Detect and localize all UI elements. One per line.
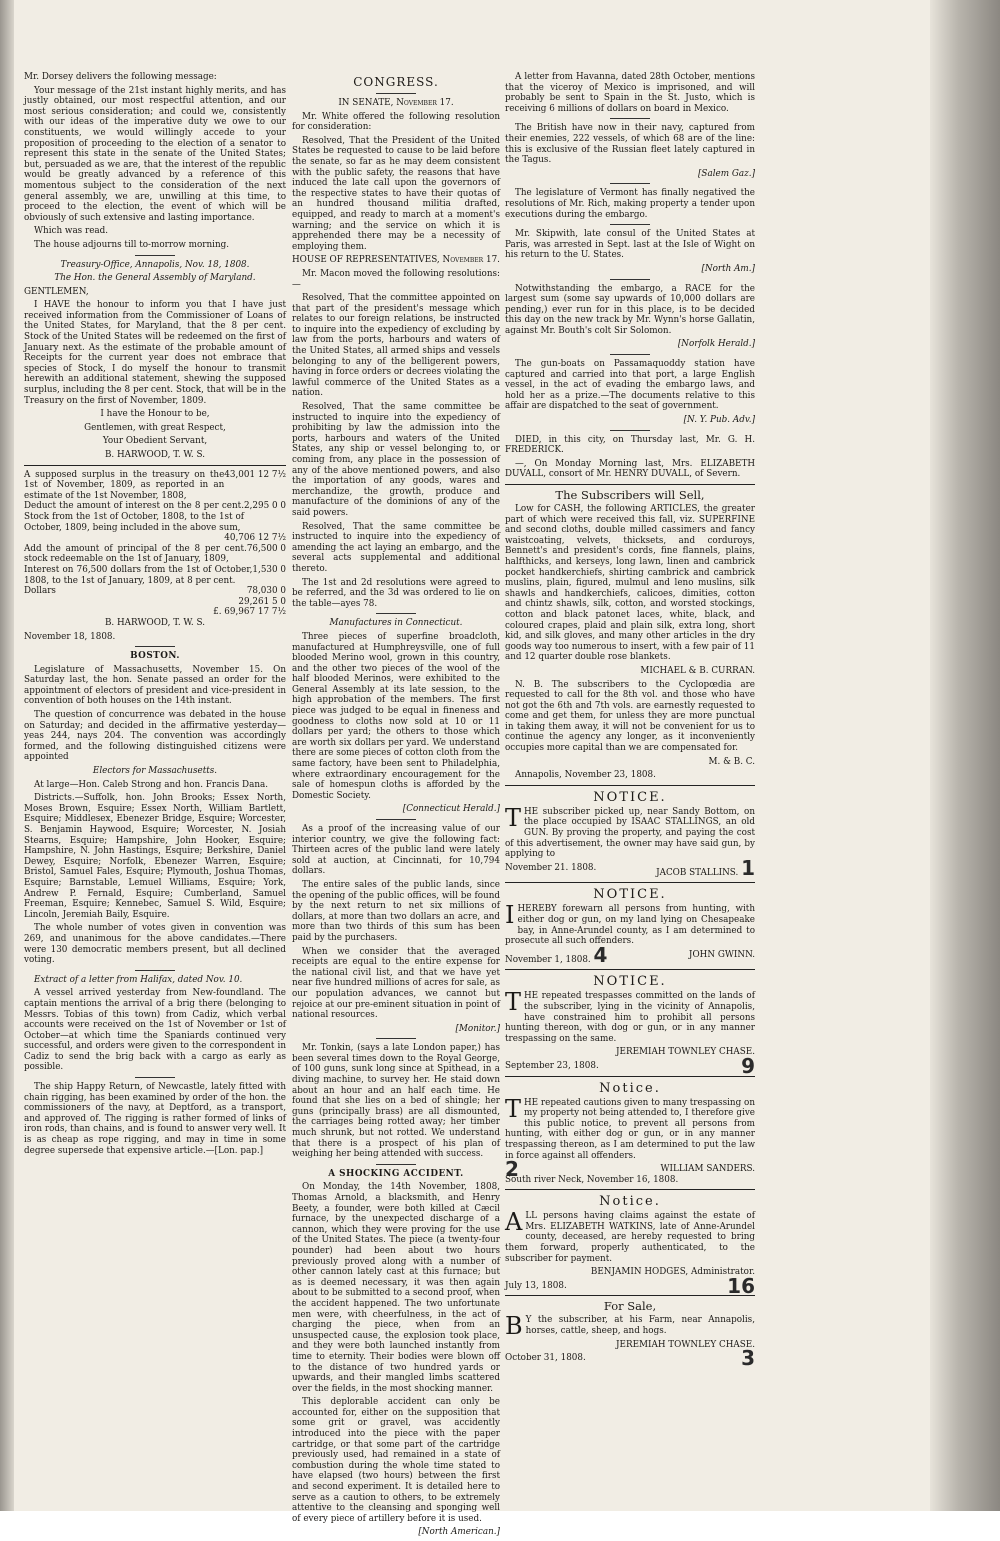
handwritten-mark: 2	[505, 1157, 519, 1182]
race-source: [Norfolk Herald.]	[677, 339, 755, 350]
subscribers-initials: M. & B. C.	[708, 756, 755, 767]
dollars-line: Dollars 78,030 0	[24, 586, 286, 597]
for-sale-signature: JEREMIAH TOWNLEY CHASE.	[616, 1339, 755, 1350]
divider	[376, 93, 416, 94]
house-para-5: The 1st and 2d resolutions were agreed to be referred, and the 3d was ordered to lie on the table—ayes 78.	[292, 577, 500, 609]
manufactures-source: [Connecticut Herald.]	[402, 804, 500, 815]
divider	[610, 183, 650, 184]
notice-1-body: THE subscriber picked up, near Sandy Bottom, on the place occupied by ISAAC STALLINGS, an old GUN. By proving the property, and paying the cost of this advertisement, the owner may have said gun, by applying to	[505, 803, 755, 860]
house-para-4: Resolved, That the same committee be instructed to inquire into the expediency of amending the act laying an embargo, and the several acts supplemental and additional thereto.	[292, 521, 500, 574]
for-sale-footer: October 31, 1808. 3	[505, 1346, 755, 1371]
divider	[610, 118, 650, 119]
treasury-signature: B. HARWOOD, T. W. S.	[104, 450, 206, 460]
senate-heading: IN SENATE, November 17.	[338, 98, 454, 108]
treasury-body: I HAVE the honour to inform you that I have just received information from the Commissioner of Loans of the United States, for Maryland, that the 8 per cent. Stock of the United States will be redeemed on the first of January next. As the estimate of the probable amount of Receipts for the current year does not embrace that species of Stock, I do myself the honour to transmit herewith an additional statement, shewing the supposed surplus, including the 8 per cent. Stock, that will be in the Treasury on the first of November, 1809.	[24, 300, 286, 406]
surplus-line: A supposed surplus in the treasury on the 1st of November, 1809, as reported in an estimate of the 1st November, 1808, 43,001 12 7½	[24, 469, 286, 501]
message-read: Which was read.	[34, 226, 109, 237]
subscribers-body: Low for CASH, the following ARTICLES, the greater part of which were received this fall, viz. SUPERFINE and second cloths, double milled cassimers and fancy waistcoating, velvets, thicksets, and corduroys, Bennett's and president's cords, fine flannels, plains, halfthicks, and kerseys, long lawn, linen and cambrick pocket handkerchiefs, shirting cambrick and cambrick muslins, plain, figured, mulmul and leno muslins, silk shawls and handkerchiefs, calicoes, dimities, cotton and chintz shawls, silk, cotton, and worsted stockings, cotton and black patonet laces, white, black, and coloured crapes, plaid and plain silk, extra long, short kid, and silk gloves, and many other articles in the dry goods way too numerous to insert, with a few pair of 11 and 12 quarter double rose blankets.	[505, 504, 755, 663]
manufactures-heading: Manufactures in Connecticut.	[329, 618, 463, 629]
accident-source: [North American.]	[418, 1527, 500, 1538]
divider	[376, 613, 416, 614]
divider	[376, 1164, 416, 1165]
gunboats-para: The gun-boats on Passamaquoddy station have captured and carried into that port, a large English vessel, in the act of evading the embargo laws, and hold her as a prize.—The documents relative to this affair are dispatched to the seat of government.	[505, 359, 755, 412]
british-para: The British have now in their navy, captured from their enemies, 222 vessels, of which 68 are of the line: this is exclusive of the Russian fleet lately captured in the Tagus.	[505, 123, 755, 166]
electors-districts: Districts.—Suffolk, hon. John Brooks; Essex North, Moses Brown, Esquire; Essex North, William Bartlett, Esquire; Middlesex, Ebenezer Bridge, Esquire; Worcester, S. Benjamin Haywood, Esquire; Worcester, N. Josiah Stearns, Esquire; Hampshire, John Hooker, Esquire; Hampshire, N. John Hastings, Esquire; Berkshire, Daniel Dewey, Esquire; Norfolk, Ebenezer Warren, Esquire; Bristol, Samuel Fales, Esquire; Plymouth, Joshua Thomas, Esquire; Barnstable, Lemuel Williams, Esquire; York, Andrew P. Fernald, Esquire; Cumberland, Samuel Freeman, Esquire; Kennebec, Samuel S. Wild, Esquire; Lincoln, Jeremiah Baily, Esquire.	[24, 793, 286, 920]
divider	[505, 785, 755, 786]
proof-para: As a proof of the increasing value of our interior country, we give the following fact: Thirteen acres of the public land were lately sold at auction, at Cincinnati, for 10,794 dollars.	[292, 824, 500, 877]
column-3	[505, 72, 755, 1371]
notice-5-footer: July 13, 1808. 16	[505, 1273, 755, 1298]
treasury-dateline: Treasury-Office, Annapolis, Nov. 18, 1808.	[60, 259, 250, 270]
notice-3-footer: September 23, 1808. 9	[505, 1053, 755, 1078]
divider	[135, 1077, 175, 1078]
divider	[135, 970, 175, 971]
race-para: Notwithstanding the embargo, a RACE for the largest sum (some say upwards of 10,000 dollars are pending,) ever run for in this place, is to be decided this day on the new track by Mr. Wynn's horse Gallatin, against Mr. Bouth's colt Sir Solomon.	[505, 283, 755, 336]
electors-heading: Electors for Massachusetts.	[92, 766, 218, 777]
house-para-3: Resolved, That the same committee be instructed to inquire into the expediency of prohibiting by law the admission into the ports, harbours and waters of the United States, any ship or vessel belonging to, or coming from, any place in the possession of any of the above mentioned powers, and also the importation of any goods, wares and merchandize, the growth, produce and manufacture of the dominions of any of the said powers.	[292, 402, 500, 518]
died-para-2: —, On Monday Morning last, Mrs. ELIZABETH DUVALL, consort of Mr. HENRY DUVALL, of Severn.	[505, 458, 755, 480]
divider	[376, 819, 416, 820]
house-heading: HOUSE OF REPRESENTATIVES, November 17.	[292, 255, 500, 266]
notice-2-heading: NOTICE.	[593, 887, 667, 903]
handwritten-mark: 4	[593, 942, 608, 967]
senate-para-2: Resolved, That the President of the United States be requested to cause to be laid before the senate, so far as he may deem consistent with the public safety, the reasons that have induced the late call upon the governors of the respective states to have their quotas of an hundred thousand militia drafted, equipped, and ready to march at a moment's warning; and the service on which it is apprehended there may be a necessity of employing them.	[292, 135, 500, 252]
deduct-line: Deduct the amount of interest on the 8 per cent. Stock from the 1st of October, 1808, to the 1st of October, 1809, being included in the above sum, 2,295 0 0	[24, 501, 286, 533]
divider	[505, 1076, 755, 1077]
handwritten-mark: 16	[727, 1273, 755, 1298]
halifax-heading: Extract of a letter from Halifax, dated Nov. 10.	[34, 974, 243, 985]
tonkin-para: Mr. Tonkin, (says a late London paper,) has been several times down to the Royal George, of 100 guns, sunk long since at Spithead, in a diving machine, to survey her. He staid down about an hour and an half each time. He found that she lies on a bed of shingle; her guns (principally brass) are all dismounted, the carriages being rotted away; her timber much shrunk, but not rotted. We understand that there is a prospect of his plan of weighing her being attended with success.	[292, 1043, 500, 1160]
congress-heading: CONGRESS.	[353, 75, 439, 89]
divider	[24, 465, 286, 466]
notice-3-signature: JEREMIAH TOWNLEY CHASE.	[616, 1047, 755, 1058]
notice-3-body: THE repeated trespasses committed on the lands of the subscriber, lying in the vicinity of Annapolis, have constrained him to prohibit all persons hunting thereon, with dog or gun, or in any manner trespassing on the same.	[505, 988, 755, 1044]
divider	[135, 255, 175, 256]
notice-1-heading: NOTICE.	[593, 789, 667, 805]
boston-body-3: The whole number of votes given in convention was 269, and unanimous for the above candidates.—There were 130 democratic members present, but all declined voting.	[24, 923, 286, 966]
halifax-body: A vessel arrived yesterday from New-foundland. The captain mentions the arrival of a brig there (belonging to Messrs. Tobias of this town) from Cadiz, which verbal accounts were received on the 1st of November or 1st of October—at which time the Spaniards continued very successful, and orders were given to the correspondent in Cadiz to send the brig back with a cargo as early as possible.	[24, 988, 286, 1073]
subscribers-nb: N. B. The subscribers to the Cyclopœdia are requested to call for the 8th vol. and those who have not got the 6th and 7th vols. are earnestly requested to come and get them, for unless they are more punctual in taking them away, it will not be convenient for us to continue the agency any longer, as it inconveniently occupies more capital than we are compensated for.	[505, 679, 755, 754]
column-1	[24, 72, 286, 1159]
divider	[505, 1295, 755, 1296]
handwritten-mark: 1	[741, 855, 755, 880]
notice-3-heading: NOTICE.	[593, 974, 667, 990]
skipwith-para: Mr. Skipwith, late consul of the United States at Paris, was arrested in Sept. last at the Isle of Wight on his return to the U. States.	[505, 229, 755, 261]
principal-line: Add the amount of principal of the 8 per cent. stock redeemable on the 1st of January, 1809, 76,500 0	[24, 543, 286, 565]
divider	[505, 1189, 755, 1190]
subscribers-heading: The Subscribers will Sell,	[555, 488, 705, 502]
boston-heading: BOSTON.	[130, 651, 180, 662]
treasury-closing-1: I have the Honour to be,	[100, 409, 210, 420]
column-2	[292, 72, 500, 1541]
notice-2-footer: November 1, 1808. 4 JOHN GWINN.	[505, 942, 755, 967]
notice-5-heading: Notice.	[599, 1194, 661, 1210]
accident-para-1: On Monday, the 14th November, 1808, Thomas Arnold, a blacksmith, and Henry Beety, a founder, were both killed at Cæcil furnace, by the unexpected discharge of a cannon, which they were proving for the use of the United States. The piece (a twenty-four pounder) had been about two hours previously proved along with a number of other cannon lately cast at this furnace; but as is deemed necessary, it was then again about to be submitted to a second proof, when the accident happened. The two unfortunate men were, with cheerfulness, in the act of charging the piece, when from an unsuspected cause, the explosion took place, and they were both launched instantly from time to eternity. Their bodies were blown off to the distance of two hundred yards or upwards, and their mangled limbs scattered over the fields, in the most shocking manner.	[292, 1182, 500, 1394]
subscribers-signature: MICHAEL & B. CURRAN.	[640, 665, 755, 676]
havanna-para: A letter from Havanna, dated 28th October, mentions that the viceroy of Mexico is imprisoned, and will probably be sent to Spain in the St. Justo, which is receiving 6 millions of dollars on board in Mexico.	[505, 72, 755, 114]
consider-para: When we consider that the averaged receipts are equal to the entire expense for the national civil list, and that we have yet near five hundred millions of acres for sale, as our population advances, we cannot but rejoice at our pre-eminent situation in point of national resources.	[292, 946, 500, 1021]
skipwith-source: [North Am.]	[701, 263, 755, 274]
manufactures-body: Three pieces of superfine broadcloth, manufactured at Humphreysville, one of full blooded Merino wool, grown in this country, and the other two pieces of the wool of the half blooded Merinos, were exhibited to the General Assembly at its late session, to the high approbation of the members. The first piece was judged to be equal in fineness and goodness to cloths now sold at 10 or 11 dollars per yard; the others to those which are worth six dollars per yard. We understand there are some pieces of cotton cloth from the same factory, have been sent to Philadelphia, where extraordinary encouragement for the sale of homespun cloths is afforded by the Domestic Society.	[292, 631, 500, 801]
handwritten-mark: 9	[741, 1053, 755, 1078]
divider	[376, 1038, 416, 1039]
treasury-salutation: GENTLEMEN,	[24, 286, 89, 297]
subscribers-date: Annapolis, November 23, 1808.	[515, 770, 656, 781]
divider	[135, 646, 175, 647]
notice-4-body: THE repeated cautions given to many trespassing on my property not being attended to, I therefore give this public notice, to prevent all persons from hunting, with either dog or gun, or in any manner trespassing thereon, as I am determined to put the law in force against all offenders.	[505, 1094, 755, 1161]
pounds-line: 29,261 5 0	[238, 596, 286, 607]
divider	[610, 224, 650, 225]
treasury-date: November 18, 1808.	[24, 631, 116, 642]
consider-source: [Monitor.]	[455, 1023, 500, 1034]
divider	[505, 969, 755, 970]
vermont-para: The legislature of Vermont has finally negatived the resolutions of Mr. Rich, making property a tender upon executions during the embargo.	[505, 188, 755, 220]
notice-5-signature: BENJAMIN HODGES, Administrator.	[590, 1267, 755, 1278]
subtotal-line: 40,706 12 7½	[224, 533, 286, 544]
house-para-2: Resolved, That the committee appointed on that part of the president's message which relates to our foreign relations, be instructed to inquire into the expediency of excluding by law from the ports, harbours and waters of the United States, all armed ships and vessels belonging to any of the belligerent powers, having in force orders or decrees violating the lawful commerce of the United States as a nation.	[292, 293, 500, 399]
message-body: Your message of the 21st instant highly merits, and has justly obtained, our most respectful attention, and our most serious consideration; and could we, consistently with our ideas of the imperative duty we owe to our constituents, we would willingly accede to your proposition of proceeding to the election of a senator to represent this state in the senate of the United States; but, persuaded as we are, that the interest of the republic would be greatly advanced by a reference of this momentous subject to the consideration of the next general assembly, we are, unwilling at this time, to proceed to the election, the event of which will be obviously of such extensive and lasting importance.	[24, 85, 286, 223]
treasury-closing-3: Your Obedient Servant,	[102, 436, 208, 447]
treasury-address: The Hon. the General Assembly of Maryland.	[54, 273, 256, 284]
divider	[610, 430, 650, 431]
notice-4-date: South river Neck, November 16, 1808.	[505, 1174, 679, 1185]
senate-para-1: Mr. White offered the following resolution for consideration:	[292, 111, 500, 133]
notice-5-body: ALL persons having claims against the estate of Mrs. ELIZABETH WATKINS, late of Anne-Arundel county, deceased, are hereby requested to bring them forward, properly authenticated, to the subscriber for payment.	[505, 1208, 755, 1264]
divider	[610, 279, 650, 280]
divider	[505, 484, 755, 485]
boston-body-2: The question of concurrence was debated in the house on Saturday; and decided in the affirmative yesterday—yeas 244, nays 204. The convention was accordingly formed, and the following distinguished citizens were appointed	[24, 710, 286, 763]
accident-para-2: This deplorable accident can only be accounted for, either on the supposition that some grit or gravel, was accidently introduced into the piece with the paper cartridge, or that some part of the cartridge previously used, had remained in a state of combustion during the whole time stated to have elapsed (two hours) between the first and second experiment. It is detailed here to serve as a caution to others, to be extremely attentive to the cleansing and sponging well of every piece of artillery before it is used.	[292, 1397, 500, 1524]
message-adjourn: The house adjourns till to-morrow morning.	[34, 239, 230, 250]
for-sale-heading: For Sale,	[603, 1299, 657, 1314]
electors-at-large: At large—Hon. Caleb Strong and hon. Francis Dana.	[34, 779, 269, 790]
treasury-closing-2: Gentlemen, with great Respect,	[84, 422, 226, 433]
boston-body-1: Legislature of Massachusetts, November 15. On Saturday last, the hon. Senate passed an order for the appointment of electors of president and vice-president in convention of both houses on the 14th instant.	[24, 664, 286, 707]
house-para-1: Mr. Macon moved the following resolutions:—	[292, 268, 500, 290]
binding-shadow	[0, 0, 14, 1511]
notice-4-footer: 2 WILLIAM SANDERS.	[505, 1157, 755, 1182]
gunboats-source: [N. Y. Pub. Adv.]	[683, 415, 755, 426]
notice-2-body: IHEREBY forewarn all persons from hunting, with either dog or gun, on my land lying on Chesapeake bay, in Anne-Arundel county, as I am determined to prosecute all such offenders.	[505, 901, 755, 947]
notice-4-heading: Notice.	[599, 1080, 661, 1096]
sales-para: The entire sales of the public lands, since the opening of the public offices, will be found by the next return to net six millions of dollars, at more than two dollars an acre, and more than two thirds of this sum has been paid by the purchasers.	[292, 879, 500, 943]
interest-line: Interest on 76,500 dollars from the 1st of October, 1808, to the 1st of January, 1809, at 8 per cent. 1,530 0	[24, 564, 286, 586]
notice-1-footer: November 21. 1808. JACOB STALLINS. 1	[505, 855, 755, 880]
handwritten-mark: 3	[741, 1346, 755, 1371]
for-sale-body: B Y the subscriber, at his Farm, near Annapolis, horses, cattle, sheep, and hogs.	[505, 1312, 755, 1341]
accident-heading: A SHOCKING ACCIDENT.	[328, 1168, 464, 1179]
died-para: DIED, in this city, on Thursday last, Mr. G. H. FREDERICK.	[505, 434, 755, 456]
total-line: £. 69,967 17 7½	[213, 607, 286, 618]
divider	[505, 882, 755, 883]
message-intro: Mr. Dorsey delivers the following message:	[24, 72, 217, 82]
treasury-signature-2: B. HARWOOD, T. W. S.	[104, 617, 206, 628]
british-source: [Salem Gaz.]	[698, 168, 755, 179]
page-edge	[930, 0, 1000, 1511]
ship-body: The ship Happy Return, of Newcastle, lately fitted with chain rigging, has been examined by order of the hon. the commissioners of the navy, at Deptford, as a transport, and approved of. The rigging is rather formed of links of iron rods, than chains, and is found to answer very well. It is as cheap as rope rigging, and may in time in some degree supersede that expensive article.—[Lon. pap.]	[24, 1082, 286, 1156]
divider	[610, 354, 650, 355]
